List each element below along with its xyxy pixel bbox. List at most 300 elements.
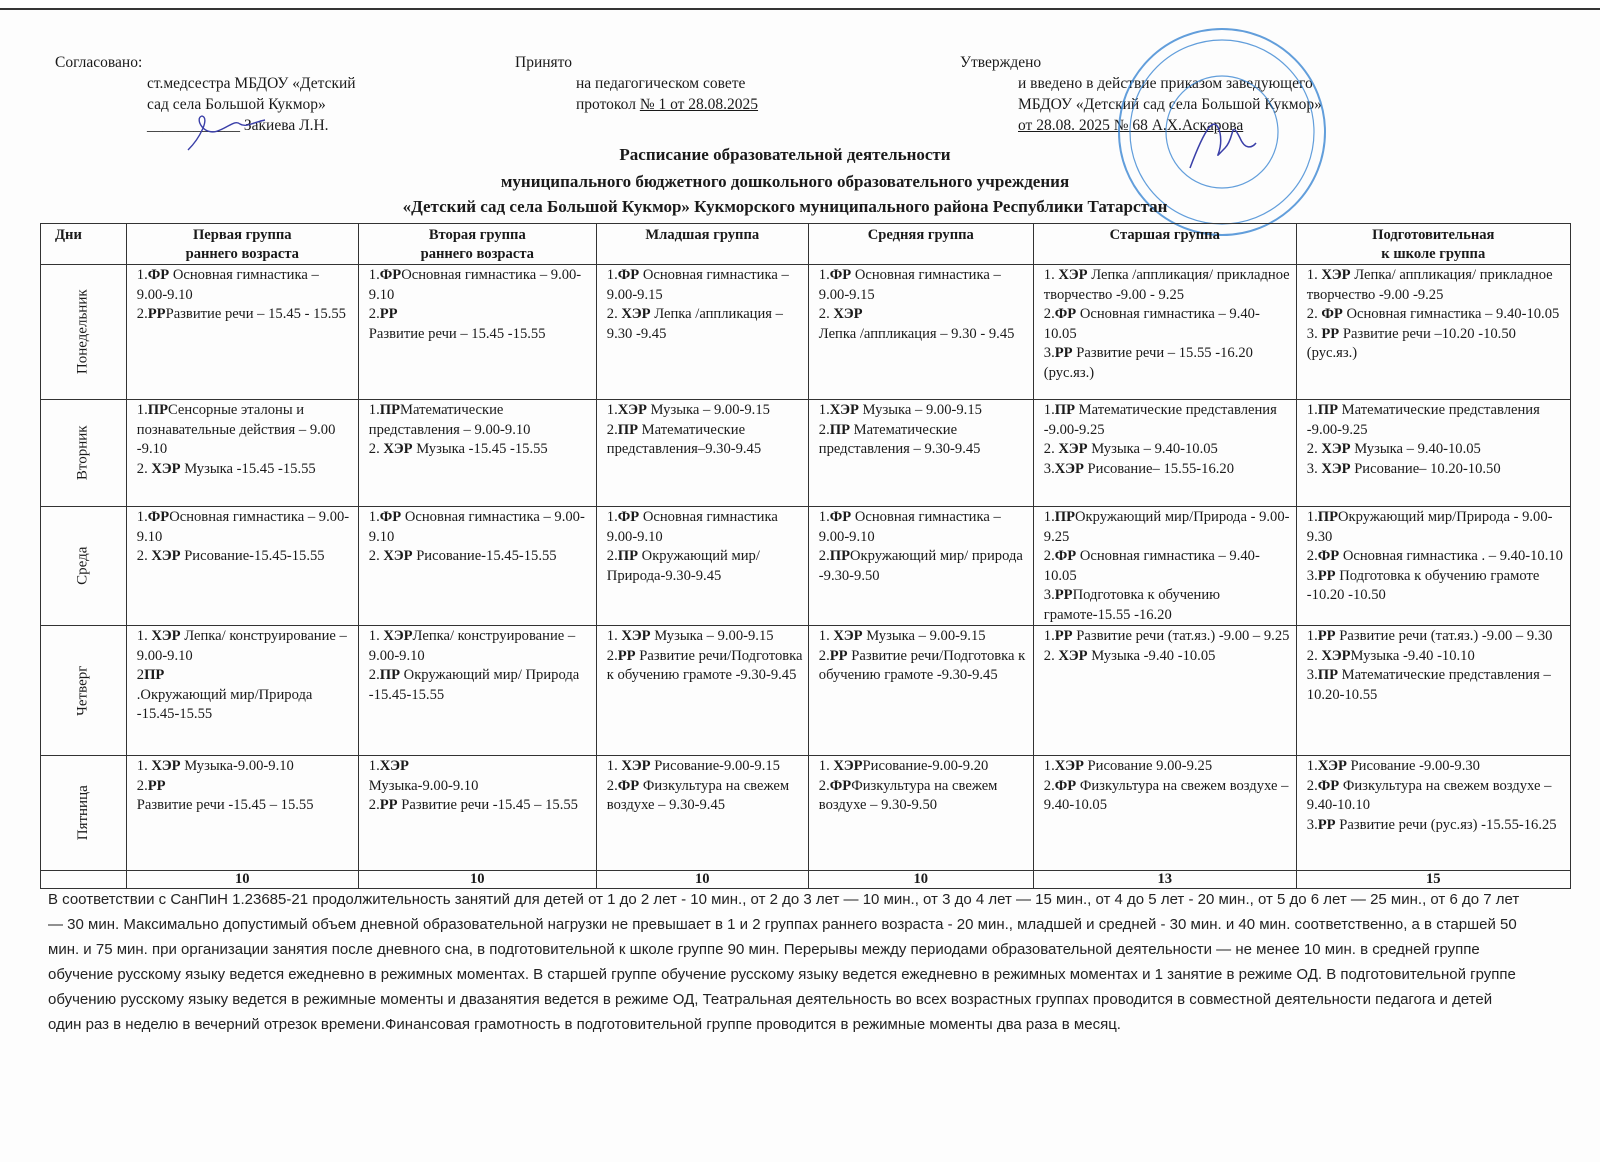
activity-item — [137, 666, 353, 686]
day-label: Вторник — [74, 425, 91, 481]
activity-area-code: ХЭР — [617, 402, 647, 418]
activity-text: Развитие речи – 15.45 - 15.55 — [165, 306, 346, 322]
activity-area-code: ФР — [617, 509, 640, 525]
activity-item — [1044, 757, 1291, 777]
activity-area-code: ПР — [144, 667, 165, 683]
activity-text: Рисование-15.45-15.55 — [180, 548, 325, 564]
day-label: Понедельник — [74, 289, 91, 375]
activity-item — [607, 547, 803, 586]
agreed-line-2: сад села Большой Кукмор» — [147, 96, 326, 113]
scan-edge-line — [0, 8, 1600, 10]
activity-number: 2. — [1306, 548, 1318, 564]
activity-text: Рисование 9.00-9.25 — [1083, 758, 1213, 774]
activity-number: 1. — [1306, 402, 1318, 418]
activity-number: 1. — [136, 402, 148, 418]
activity-number: 3. — [1043, 460, 1055, 477]
activity-area-code: ХЭР — [383, 628, 413, 644]
activity-text: Физкультура на свежем воздухе – 9.30-9.50 — [818, 777, 998, 813]
approved-label: Утверждено — [960, 54, 1042, 71]
activity-area-code: РР — [1054, 587, 1073, 603]
activity-item — [137, 460, 353, 480]
activity-area-code: ХЭР — [829, 402, 859, 418]
activity-area-code: РР — [1321, 325, 1340, 342]
activity-text: .Окружающий мир/Природа -15.45-15.55 — [136, 686, 313, 722]
activity-number: 1. — [136, 267, 148, 283]
activity-area-code: ФР — [147, 267, 170, 283]
activity-item — [369, 547, 591, 567]
schedule-cell — [1296, 507, 1570, 626]
activity-text: Математические представления -9.00-9.25 — [1306, 402, 1540, 438]
activity-number: 2. — [1306, 777, 1318, 794]
activity-area-code: ФР — [147, 509, 170, 525]
activity-area-code: РР — [379, 797, 398, 813]
activity-area-code: ХЭР — [1054, 758, 1084, 774]
activity-area-code: РР — [1317, 816, 1336, 833]
activity-item — [137, 401, 353, 460]
activity-item — [607, 627, 803, 647]
activity-number: 2. — [1043, 777, 1055, 794]
day-cell — [41, 756, 127, 871]
activity-item — [1307, 460, 1565, 480]
schedule-cell — [808, 507, 1033, 626]
activity-item — [1307, 627, 1565, 647]
activity-number: 2. — [818, 647, 830, 664]
activity-text: Основная гимнастика – 9.40-10.05 — [1043, 548, 1260, 584]
activity-area-code: ФР — [1054, 548, 1077, 564]
schedule-cell — [1033, 507, 1296, 626]
activity-area-code: ФР — [829, 777, 852, 794]
activity-text: Развитие речи/Подготовка к обучению грамоте -9.30-9.45 — [606, 647, 803, 683]
activity-text: Музыка – 9.00-9.15 — [646, 402, 770, 418]
activity-number: 2. — [818, 421, 830, 438]
activity-item — [369, 401, 591, 440]
activity-text: Музыка-9.00-9.10 — [180, 758, 294, 774]
activity-area-code: ХЭР — [379, 758, 409, 774]
activity-number: 2. — [1043, 647, 1059, 664]
day-cell — [41, 400, 127, 507]
signature-askarova — [1180, 108, 1260, 178]
activity-area-code: ФР — [829, 509, 852, 525]
schedule-cell — [596, 400, 808, 507]
agreed-line-3: ____________ Закиева Л.Н. — [147, 117, 329, 134]
activity-area-code: ФР — [379, 509, 402, 525]
activity-text: Развитие речи (тат.яз.) -9.00 – 9.30 — [1335, 628, 1553, 644]
activity-item — [1307, 757, 1565, 777]
activity-area-code: РР — [1054, 345, 1073, 361]
activity-text: Математические представления–9.30-9.45 — [606, 421, 762, 457]
agreed-line-1: ст.медсестра МБДОУ «Детский — [147, 75, 356, 92]
activity-text: Окружающий мир/Природа - 9.00-9.25 — [1043, 509, 1290, 545]
activity-area-code: ХЭР — [151, 460, 181, 477]
schedule-cell — [126, 626, 358, 756]
activity-item — [1044, 777, 1291, 816]
activity-item — [1044, 627, 1291, 647]
activity-number: 3. — [1306, 667, 1318, 683]
activity-area-code: ПР — [1054, 509, 1076, 525]
activity-text: Развитие речи – 15.45 -15.55 — [368, 325, 546, 342]
activity-item — [137, 777, 353, 797]
activity-number: 1. — [136, 628, 152, 644]
header-group: Подготовительная к школе группа — [1296, 224, 1570, 265]
activity-number: 2. — [606, 777, 618, 794]
activity-item — [607, 777, 803, 816]
activity-area-code: ФР — [617, 267, 640, 283]
activity-item — [369, 627, 591, 666]
activity-text: Развитие речи (тат.яз.) -9.00 – 9.25 — [1072, 628, 1290, 644]
activity-text: Математические представления – 9.30-9.45 — [818, 421, 981, 457]
accepted-line-2 — [515, 94, 758, 115]
activity-area-code: ПР — [617, 421, 639, 438]
activity-number: 1. — [368, 267, 380, 283]
activity-item — [137, 508, 353, 547]
day-cell — [41, 507, 127, 626]
schedule-cell — [808, 265, 1033, 400]
activity-number: 2. — [136, 306, 148, 322]
activity-text: Основная гимнастика – 9.00-9.15 — [606, 267, 789, 303]
activity-item — [1307, 777, 1565, 816]
schedule-cell — [1033, 626, 1296, 756]
activity-number: 1. — [1306, 267, 1322, 283]
weekly-total: 10 — [358, 871, 596, 889]
accepted-line-1: на педагогическом совете — [576, 75, 746, 92]
schedule-cell — [1296, 265, 1570, 400]
activity-number: 1. — [1043, 267, 1059, 283]
approved-line-3: от 28.08. 2025 № 68 А.Х.Аскарова — [1018, 117, 1244, 134]
activity-text: Музыка – 9.40-10.05 — [1350, 441, 1481, 457]
activity-text: Основная гимнастика – 9.00-9.10 — [818, 509, 1001, 545]
activity-item — [1044, 460, 1291, 480]
activity-number: 2. — [368, 667, 380, 683]
table-row — [41, 756, 1571, 871]
activity-text: Развитие речи –10.20 -10.50 (рус.яз.) — [1306, 325, 1516, 361]
activity-number: 2. — [1306, 647, 1322, 664]
activity-number: 1. — [606, 509, 618, 525]
activity-text: Физкультура на свежем воздухе – 9.30-9.45 — [606, 777, 790, 813]
weekly-total: 10 — [596, 871, 808, 889]
activity-item — [819, 547, 1028, 586]
activity-text: Сенсорные эталоны и познавательные действия – 9.00 -9.10 — [136, 402, 336, 457]
activity-text: Лепка/ конструирование – 9.00-9.10 — [136, 628, 347, 664]
schedule-cell — [1296, 626, 1570, 756]
activity-text: Математические представления -9.00-9.25 — [1043, 402, 1277, 438]
activity-item — [1044, 547, 1291, 586]
activity-area-code: ФР — [829, 267, 852, 283]
activity-text: Музыка – 9.00-9.15 — [650, 628, 774, 644]
activity-text: Основная гимнастика 9.00-9.10 — [606, 509, 778, 545]
activity-number: 2. — [136, 777, 148, 794]
activity-item — [137, 305, 353, 325]
activity-area-code: ФР — [617, 777, 640, 794]
activity-item — [819, 266, 1028, 305]
activity-item — [1307, 666, 1565, 705]
activity-area-code: ФР — [1317, 777, 1340, 794]
activity-text: Лепка /аппликация – 9.30 -9.45 — [606, 306, 783, 342]
activity-item — [369, 305, 591, 325]
activity-item — [607, 305, 803, 344]
activity-area-code: ХЭР — [621, 758, 651, 774]
activity-number: 3. — [1306, 567, 1318, 584]
activity-text: Развитие речи/Подготовка к обучению грамоте -9.30-9.45 — [818, 647, 1026, 683]
header-group: Младшая группа — [596, 224, 808, 265]
schedule-cell — [358, 507, 596, 626]
activity-area-code: ФР — [379, 267, 402, 283]
activity-area-code: ХЭР — [1058, 267, 1088, 283]
activity-area-code: ПР — [1317, 667, 1339, 683]
activity-item — [607, 421, 803, 460]
activity-text: Рисование– 10.20-10.50 — [1350, 460, 1501, 477]
schedule-cell — [358, 626, 596, 756]
activity-text: Основная гимнастика – 9.00-9.10 — [136, 267, 319, 303]
activity-number: 2. — [818, 777, 830, 794]
activity-area-code: ПР — [379, 402, 401, 418]
schedule-cell — [126, 756, 358, 871]
activity-number: 1. — [818, 267, 830, 283]
activity-number: 2. — [818, 306, 834, 322]
activity-item — [1307, 547, 1565, 567]
activity-area-code: ФР — [1054, 306, 1077, 322]
header-row — [41, 224, 1571, 265]
activity-text: Окружающий мир/Природа-9.30-9.45 — [606, 548, 760, 584]
activity-item — [819, 508, 1028, 547]
activity-item — [1307, 305, 1565, 325]
table-row — [41, 400, 1571, 507]
schedule-cell — [126, 265, 358, 400]
activity-number: 3. — [1306, 325, 1322, 342]
schedule-cell — [596, 265, 808, 400]
activity-item — [137, 796, 353, 816]
activity-item — [819, 325, 1028, 345]
activity-area-code: ХЭР — [621, 306, 651, 322]
activity-text: Основная гимнастика . – 9.40-10.10 — [1339, 548, 1563, 564]
activity-number: 1. — [1306, 509, 1318, 525]
activity-item — [1044, 586, 1291, 625]
activity-area-code: ХЭР — [151, 628, 181, 644]
activity-area-code: РР — [379, 306, 398, 322]
activity-area-code: ХЭР — [383, 441, 413, 457]
activity-item — [1044, 344, 1291, 383]
activity-text: Лепка/ аппликация/ прикладное творчество -9.00 -9.25 — [1306, 267, 1553, 303]
protocol-number: № 1 от 28.08.2025 — [639, 96, 759, 113]
activity-number: 1. — [606, 758, 622, 774]
activity-text: Музыка -15.45 -15.55 — [412, 441, 548, 457]
activity-item — [819, 647, 1028, 686]
activity-text: Рисование– 15.55-16.20 — [1083, 460, 1235, 477]
activity-text: Лепка/ конструирование – 9.00-9.10 — [368, 628, 576, 664]
activity-item — [607, 647, 803, 686]
activity-number: 1. — [818, 758, 834, 774]
activity-text: Основная гимнастика – 9.00-9.15 — [818, 267, 1001, 303]
accepted-block — [515, 52, 758, 115]
activity-area-code: ХЭР — [383, 548, 413, 564]
schedule-cell — [1033, 756, 1296, 871]
schedule-table — [40, 223, 1571, 889]
activity-item — [1044, 266, 1291, 305]
table-row — [41, 507, 1571, 626]
activity-text: Развитие речи – 15.55 -16.20 (рус.яз.) — [1043, 345, 1253, 381]
activity-number: 2 — [136, 667, 145, 683]
activity-item — [819, 777, 1028, 816]
activity-number: 2. — [1043, 306, 1055, 322]
schedule-cell — [596, 626, 808, 756]
activity-item — [1307, 266, 1565, 305]
activity-number: 2. — [606, 306, 622, 322]
activity-area-code: ХЭР — [151, 758, 181, 774]
header-group: Средняя группа — [808, 224, 1033, 265]
activity-item — [1044, 440, 1291, 460]
activity-area-code: РР — [829, 647, 848, 664]
activity-area-code: РР — [617, 647, 636, 664]
table-row — [41, 626, 1571, 756]
activity-text: Музыка -9.40 -10.05 — [1087, 647, 1216, 664]
activity-number: 1. — [136, 758, 152, 774]
activity-text: Музыка – 9.00-9.15 — [862, 628, 986, 644]
activity-text: Подготовка к обучению грамоте-15.55 -16.20 — [1043, 587, 1221, 623]
activity-number: 1. — [1306, 758, 1318, 774]
activity-number: 1. — [368, 402, 380, 418]
activity-area-code: РР — [1317, 628, 1336, 644]
activity-area-code: ХЭР — [621, 628, 651, 644]
activity-number: 1. — [1043, 628, 1055, 644]
activity-area-code: ПР — [829, 548, 851, 564]
activity-item — [607, 508, 803, 547]
activity-number: 2. — [1043, 548, 1055, 564]
header-group: Старшая группа — [1033, 224, 1296, 265]
activity-number: 3. — [1306, 460, 1322, 477]
activity-text: Рисование -9.00-9.30 — [1346, 758, 1480, 774]
table-row — [41, 265, 1571, 400]
activity-item — [819, 421, 1028, 460]
activity-number: 3. — [1043, 587, 1055, 603]
day-cell — [41, 626, 127, 756]
activity-text: Музыка -9.40 -10.10 — [1350, 647, 1475, 664]
activity-area-code: ХЭР — [1317, 758, 1347, 774]
schedule-cell — [358, 400, 596, 507]
activity-item — [607, 266, 803, 305]
schedule-cell — [1033, 265, 1296, 400]
activity-text: Лепка /аппликация – 9.30 - 9.45 — [818, 325, 1015, 342]
activity-area-code: ХЭР — [1058, 647, 1088, 664]
activity-number: 1. — [368, 628, 384, 644]
activity-number: 2. — [1306, 306, 1322, 322]
activity-number: 1. — [818, 509, 830, 525]
activity-item — [1307, 401, 1565, 440]
day-label: Пятница — [74, 785, 91, 841]
activity-text: Музыка-9.00-9.10 — [368, 777, 479, 794]
activity-number: 2. — [606, 421, 618, 438]
activity-text: Рисование-9.00-9.15 — [650, 758, 780, 774]
activity-area-code: ХЭР — [833, 628, 863, 644]
schedule-cell — [358, 756, 596, 871]
header-group: Первая группа раннего возраста — [126, 224, 358, 265]
activity-number: 2. — [1306, 441, 1322, 457]
activity-number: 2. — [136, 548, 152, 564]
activity-text: Математические представления – 9.00-9.10 — [368, 402, 531, 438]
activity-number: 2. — [606, 548, 618, 564]
activity-number: 1. — [368, 509, 380, 525]
activity-item — [1307, 567, 1565, 606]
activity-area-code: РР — [147, 306, 166, 322]
schedule-cell — [808, 756, 1033, 871]
activity-number: 1. — [818, 402, 830, 418]
totals-row — [41, 871, 1571, 889]
schedule-cell — [596, 507, 808, 626]
schedule-cell — [1296, 756, 1570, 871]
activity-number: 1. — [1043, 402, 1055, 418]
activity-area-code: ПР — [1317, 402, 1339, 418]
activity-item — [137, 266, 353, 305]
protocol-prefix: протокол — [576, 96, 640, 113]
activity-area-code: ПР — [147, 402, 169, 418]
activity-item — [1044, 401, 1291, 440]
day-cell — [41, 265, 127, 400]
activity-text: Подготовка к обучению грамоте -10.20 -10.50 — [1306, 567, 1540, 603]
activity-number: 2. — [1043, 441, 1059, 457]
header-group: Вторая группа раннего возраста — [358, 224, 596, 265]
activity-text: Основная гимнастика – 9.40-10.05 — [1043, 306, 1260, 342]
activity-item — [369, 440, 591, 460]
activity-area-code: РР — [147, 777, 166, 794]
activity-area-code: ХЭР — [1054, 460, 1084, 477]
activity-area-code: ХЭР — [151, 548, 181, 564]
activity-area-code: ПР — [1317, 509, 1339, 525]
activity-item — [369, 266, 591, 305]
activity-area-code: ПР — [829, 421, 851, 438]
schedule-cell — [808, 626, 1033, 756]
schedule-cell — [1033, 400, 1296, 507]
agreed-label: Согласовано: — [55, 54, 143, 71]
activity-item — [1307, 325, 1565, 364]
activity-area-code: ХЭР — [1321, 267, 1351, 283]
activity-number: 2. — [818, 548, 830, 564]
activity-text: Музыка -15.45 -15.55 — [180, 460, 316, 477]
activity-text: Рисование-15.45-15.55 — [412, 548, 557, 564]
activity-text: Основная гимнастика – 9.40-10.05 — [1342, 306, 1560, 322]
sanpin-note: В соответствии с СанПиН 1.23685-21 продолжительность занятий для детей от 1 до 2 лет - 10 мин., от 2 до 3 лет — 10 мин., от 3 до 4 лет — 15 мин., от 4 до 5 лет - 20 мин., от 5 до 6 лет — 25 мин., от 6 до 7 лет — 30 мин. Максимально допустимый объем дневной образовательной нагрузки не превышает в 1 и 2 группах раннего возраста - 20 мин., младшей и средней - 30 мин. и 40 мин. соответственно, а в старшей 50 мин. и 75 мин. при организации занятия после дневного сна, в подготовительной к школе группе 90 мин. Перерывы между периодами образовательной деятельности — не менее 10 мин. в средней группе обучение русскому языку ведется ежедневно в режимных моментах. В старшей группе обучение русскому языку ведется ежедневно в режимных моментах и 1 занятие в режиме ОД. В подготовительной группе обучению русскому языку ведется в режимные моменты и двазанятия ведется в режиме ОД, Театральная деятельность во всех возрастных группах проводится в совместной деятельности педагога и детей один раз в неделю в вечерний отрезок времени.Финансовая грамотность в подготовительной группе проводится в режимные моменты два раза в месяц. — [48, 891, 1520, 1033]
activity-item — [1307, 647, 1565, 667]
schedule-cell — [1296, 400, 1570, 507]
schedule-cell — [808, 400, 1033, 507]
activity-text: Основная гимнастика – 9.00-9.10 — [368, 509, 585, 545]
activity-text: Физкультура на свежем воздухе – 9.40-10.10 — [1306, 777, 1552, 813]
activity-area-code: ПР — [1054, 402, 1076, 418]
schedule-cell — [126, 507, 358, 626]
activity-area-code: ФР — [1054, 777, 1077, 794]
activity-area-code: ФР — [1321, 306, 1343, 322]
activity-text: Окружающий мир/ Природа -15.45-15.55 — [368, 667, 580, 703]
activity-item — [819, 627, 1028, 647]
activity-number: 1. — [606, 628, 622, 644]
day-label: Среда — [74, 546, 91, 586]
title-line-1: Расписание образовательной деятельности — [619, 145, 951, 164]
activity-item — [1044, 305, 1291, 344]
activity-item — [819, 757, 1028, 777]
schedule-cell — [126, 400, 358, 507]
activity-number: 2. — [368, 441, 384, 457]
activity-item — [1044, 508, 1291, 547]
schedule-cell — [596, 756, 808, 871]
activity-text: Развитие речи -15.45 – 15.55 — [397, 797, 578, 813]
activity-item — [137, 686, 353, 725]
approved-line-2: МБДОУ «Детский сад села Большой Кукмор» — [1018, 96, 1322, 113]
activity-item — [607, 401, 803, 421]
activity-area-code: ХЭР — [833, 306, 863, 322]
activity-item — [369, 325, 591, 345]
activity-text: Развитие речи (рус.яз) -15.55-16.25 — [1335, 816, 1557, 833]
activity-number: 3. — [1306, 816, 1318, 833]
activity-text: Лепка /аппликация/ прикладное творчество -9.00 - 9.25 — [1043, 267, 1290, 303]
approved-line-1: и введено в действие приказом заведующего — [1018, 75, 1313, 92]
activity-item — [137, 757, 353, 777]
